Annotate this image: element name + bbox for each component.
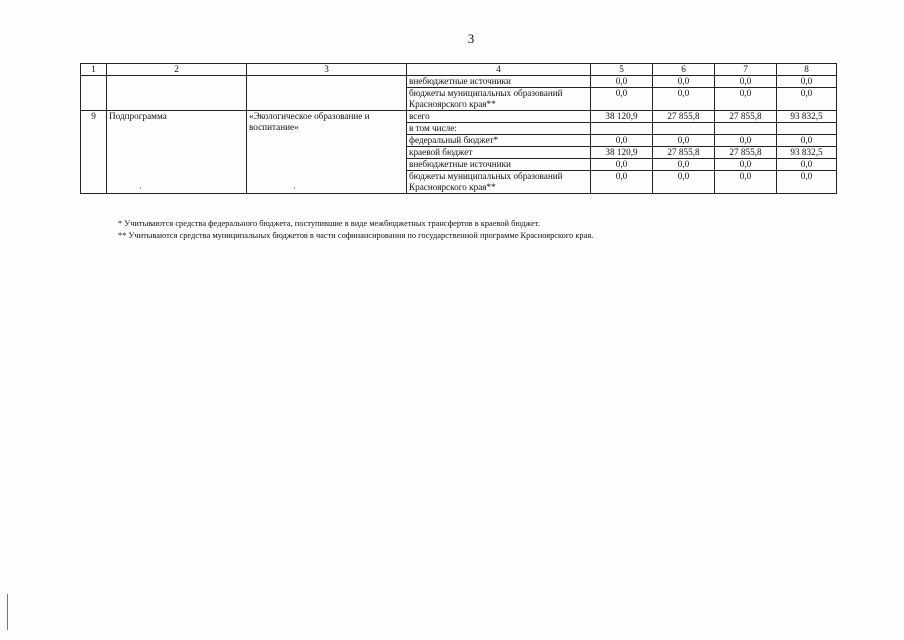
scan-dot: · [139, 183, 142, 193]
header-cell: 3 [247, 64, 407, 76]
table-row [81, 111, 837, 123]
value-cell: 0,0 [591, 76, 653, 88]
value-cell: 27 855,8 [653, 147, 715, 159]
value-cell: 27 855,8 [715, 147, 777, 159]
header-cell: 1 [81, 64, 107, 76]
row-label: в том числе: [407, 123, 591, 135]
header-cell: 7 [715, 64, 777, 76]
value-cell [591, 123, 653, 135]
value-cell: 0,0 [715, 88, 777, 111]
empty-cell [107, 76, 247, 111]
value-cell: 93 832,5 [777, 111, 837, 123]
value-cell: 38 120,9 [591, 147, 653, 159]
value-cell: 0,0 [653, 171, 715, 194]
footnotes [118, 218, 818, 242]
value-cell: 0,0 [715, 76, 777, 88]
value-cell: 0,0 [591, 159, 653, 171]
value-cell: 0,0 [653, 159, 715, 171]
scan-dot: · [293, 183, 296, 193]
header-cell: 2 [107, 64, 247, 76]
empty-cell [81, 76, 107, 111]
row-label: всего [407, 111, 591, 123]
empty-cell [247, 76, 407, 111]
value-cell: 0,0 [715, 159, 777, 171]
scan-margin-line [7, 594, 8, 630]
value-cell: 27 855,8 [715, 111, 777, 123]
value-cell: 0,0 [591, 88, 653, 111]
header-row [81, 64, 837, 76]
footnote: ** Учитываются средства муниципальных бюджетов в части софинансирования по государственной программе Красноярского края. [118, 231, 594, 240]
value-cell [715, 123, 777, 135]
table-row [81, 76, 837, 88]
value-cell: 0,0 [591, 171, 653, 194]
page-number: 3 [467, 31, 475, 46]
value-cell [653, 123, 715, 135]
value-cell: 0,0 [715, 171, 777, 194]
header-cell: 8 [777, 64, 837, 76]
row-number: 9 [81, 111, 107, 194]
value-cell: 0,0 [777, 135, 837, 147]
header-cell: 5 [591, 64, 653, 76]
row-label: краевой бюджет [407, 147, 591, 159]
value-cell: 0,0 [653, 135, 715, 147]
value-cell: 38 120,9 [591, 111, 653, 123]
value-cell: 0,0 [591, 135, 653, 147]
value-cell: 93 832,5 [777, 147, 837, 159]
value-cell: 0,0 [777, 76, 837, 88]
header-cell: 6 [653, 64, 715, 76]
value-cell [777, 123, 837, 135]
row-label: бюджеты муниципальных образований Красноярского края** [407, 171, 591, 194]
value-cell: 0,0 [777, 88, 837, 111]
row-label: бюджеты муниципальных образований Красноярского края** [407, 88, 591, 111]
header-cell: 4 [407, 64, 591, 76]
value-cell: 0,0 [653, 76, 715, 88]
row-label: федеральный бюджет* [407, 135, 591, 147]
program-kind: Подпрограмма [107, 111, 247, 194]
value-cell: 0,0 [715, 135, 777, 147]
value-cell: 0,0 [777, 171, 837, 194]
footnote: * Учитываются средства федерального бюджета, поступившие в виде межбюджетных трансфертов в краевой бюджет. [118, 219, 540, 228]
program-name: «Экологическое образование и воспитание» [247, 111, 407, 194]
value-cell: 0,0 [653, 88, 715, 111]
value-cell: 0,0 [777, 159, 837, 171]
value-cell: 27 855,8 [653, 111, 715, 123]
row-label: внебюджетные источники [407, 76, 591, 88]
funding-table [80, 63, 837, 194]
row-label: внебюджетные источники [407, 159, 591, 171]
